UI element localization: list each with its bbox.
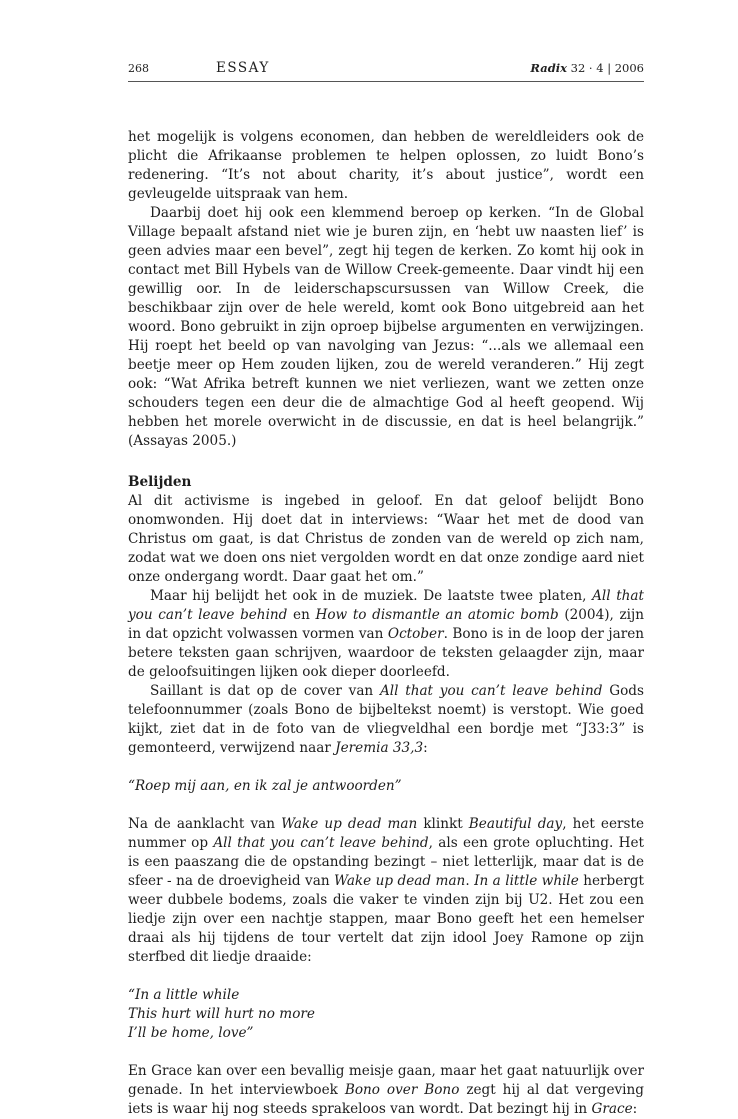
section-title: ESSAY <box>216 60 270 76</box>
lyric-line: “In a little while <box>128 987 240 1003</box>
text-run: Gods telefoonnummer (zoals Bono de bijbeltekst noemt) is verstopt. Wie goed kijkt, ziet dat in de foto van de vliegveldhal een bordje met “J33:3” is gemonteerd, verwijzend naar <box>128 683 644 756</box>
song-title: Grace <box>591 1101 633 1117</box>
bible-reference: Jeremia 33,3 <box>335 740 424 756</box>
album-title: All that you can’t leave behind <box>128 588 644 623</box>
album-title: All that you can’t leave behind <box>379 683 603 699</box>
text-run: . <box>465 873 475 889</box>
text-run: Saillant is dat op de cover van <box>150 683 380 699</box>
paragraph-2: Daarbij doet hij ook een klemmend beroep op kerken. “In de Global Village bepaalt afstand niet wie je buren zijn, en ‘hebt uw naasten lief’ is geen advies maar een bevel”, zegt hij tegen de kerken. Zo komt hij ook in contact met Bill Hybels van de Willow Creek-gemeente. Daar vindt hij een gewillig oor. In de leiderschapscursussen van Willow Creek, die beschikbaar zijn over de hele wereld, komt ook Bono uitgebreid aan het woord. Bono gebruikt in zijn oproep bijbelse argumenten en verwijzingen. Hij roept het beeld op van navolging van Jezus: “...als we allemaal een beetje meer op Hem zouden lijken, zou de wereld veranderen.” Hij zegt ook: “Wat Afrika betreft kunnen we niet verliezen, want we zetten onze schouders tegen een deur die de almachtige God al heeft geopend. Wij hebben het morele overwicht in de discussie, en dat is heel belangrijk.” (Assayas 2005.) <box>128 205 644 449</box>
text-run: Maar hij belijdt het ook in de muziek. De laatste twee platen, <box>150 588 593 604</box>
article-body <box>128 128 644 1119</box>
header-rule <box>128 81 644 82</box>
spacer <box>128 1043 644 1062</box>
lyric-line: I’ll be home, love” <box>128 1025 254 1041</box>
song-title: In a little while <box>474 873 579 889</box>
running-header <box>128 60 644 80</box>
paragraph-3: Al dit activisme is ingebed in geloof. En dat geloof belijdt Bono onomwonden. Hij doet dat in interviews: “Waar het met de dood van Christus om gaat, is dat Christus de zonden van de wereld op zich nam, zodat wat we doen ons niet vergolden wordt en dat onze zondige aard niet onze ondergang wordt. Daar gaat het om.” <box>128 493 644 585</box>
journal-issue: 32 · 4 | 2006 <box>570 61 644 75</box>
text-run: : <box>632 1101 638 1117</box>
text-run: Na de aanklacht van <box>128 816 282 832</box>
song-title: Wake up dead man <box>334 873 466 889</box>
album-title: How to dismantle an atomic bomb <box>315 607 559 623</box>
text-run: (2004), zijn in dat opzicht volwassen vormen van <box>128 607 644 642</box>
paragraph-4 <box>128 587 644 682</box>
text-run: , als een grote opluchting. Het is een paaszang die de opstanding bezingt – niet letterlijk, maar dat is de sfeer - na de droevigheid van <box>128 835 644 889</box>
section-heading: Belijden <box>128 474 192 490</box>
paragraph-6 <box>128 815 644 967</box>
song-title: Wake up dead man <box>281 816 418 832</box>
journal-reference <box>530 61 644 75</box>
text-run: En Grace kan over een bevallig meisje gaan, maar het gaat natuurlijk over genade. In het interviewboek <box>128 1063 644 1098</box>
spacer <box>128 451 644 473</box>
spacer <box>128 796 644 815</box>
page-number: 268 <box>128 62 149 75</box>
text-run: . Bono is in de loop der jaren betere teksten gaan schrijven, waardoor de teksten gelaagder zijn, maar de geloofsuitingen lijken ook dieper doorleefd. <box>128 626 644 680</box>
quote-jeremia: “Roep mij aan, en ik zal je antwoorden” <box>128 778 402 794</box>
paragraph-7 <box>128 1062 644 1119</box>
lyric-line: This hurt will hurt no more <box>128 1006 315 1022</box>
paragraph-1: het mogelijk is volgens economen, dan hebben de wereldleiders ook de plicht die Afrikaanse problemen te helpen oplossen, zo luidt Bono’s redenering. “It’s not about charity, it’s about justice”, wordt een gevleugelde uitspraak van hem. <box>128 129 644 202</box>
text-run: zegt hij al dat vergeving iets is waar hij nog steeds sprakeloos van wordt. Dat bezingt hij in <box>128 1082 644 1117</box>
book-title: Bono over Bono <box>344 1082 460 1098</box>
paragraph-5 <box>128 682 644 758</box>
text-run: klinkt <box>417 816 469 832</box>
journal-name: Radix <box>530 61 567 75</box>
text-run: : <box>423 740 428 756</box>
spacer <box>128 967 644 986</box>
text-run: , het eerste nummer op <box>128 816 645 851</box>
song-title: Beautiful day <box>468 816 563 832</box>
album-title: All that you can’t leave behind <box>213 835 429 851</box>
text-run: herbergt weer dubbele bodems, zoals die vaker te vinden zijn bij U2. Het zou een liedje zijn over een nachtje stappen, maar Bono geeft het een hemelser draai als hij tijdens de tour vertelt dat zijn idool Joey Ramone op zijn sterfbed dit liedje draaide: <box>128 873 644 965</box>
spacer <box>128 758 644 777</box>
text-run: en <box>287 607 316 623</box>
album-title: October <box>387 626 444 642</box>
